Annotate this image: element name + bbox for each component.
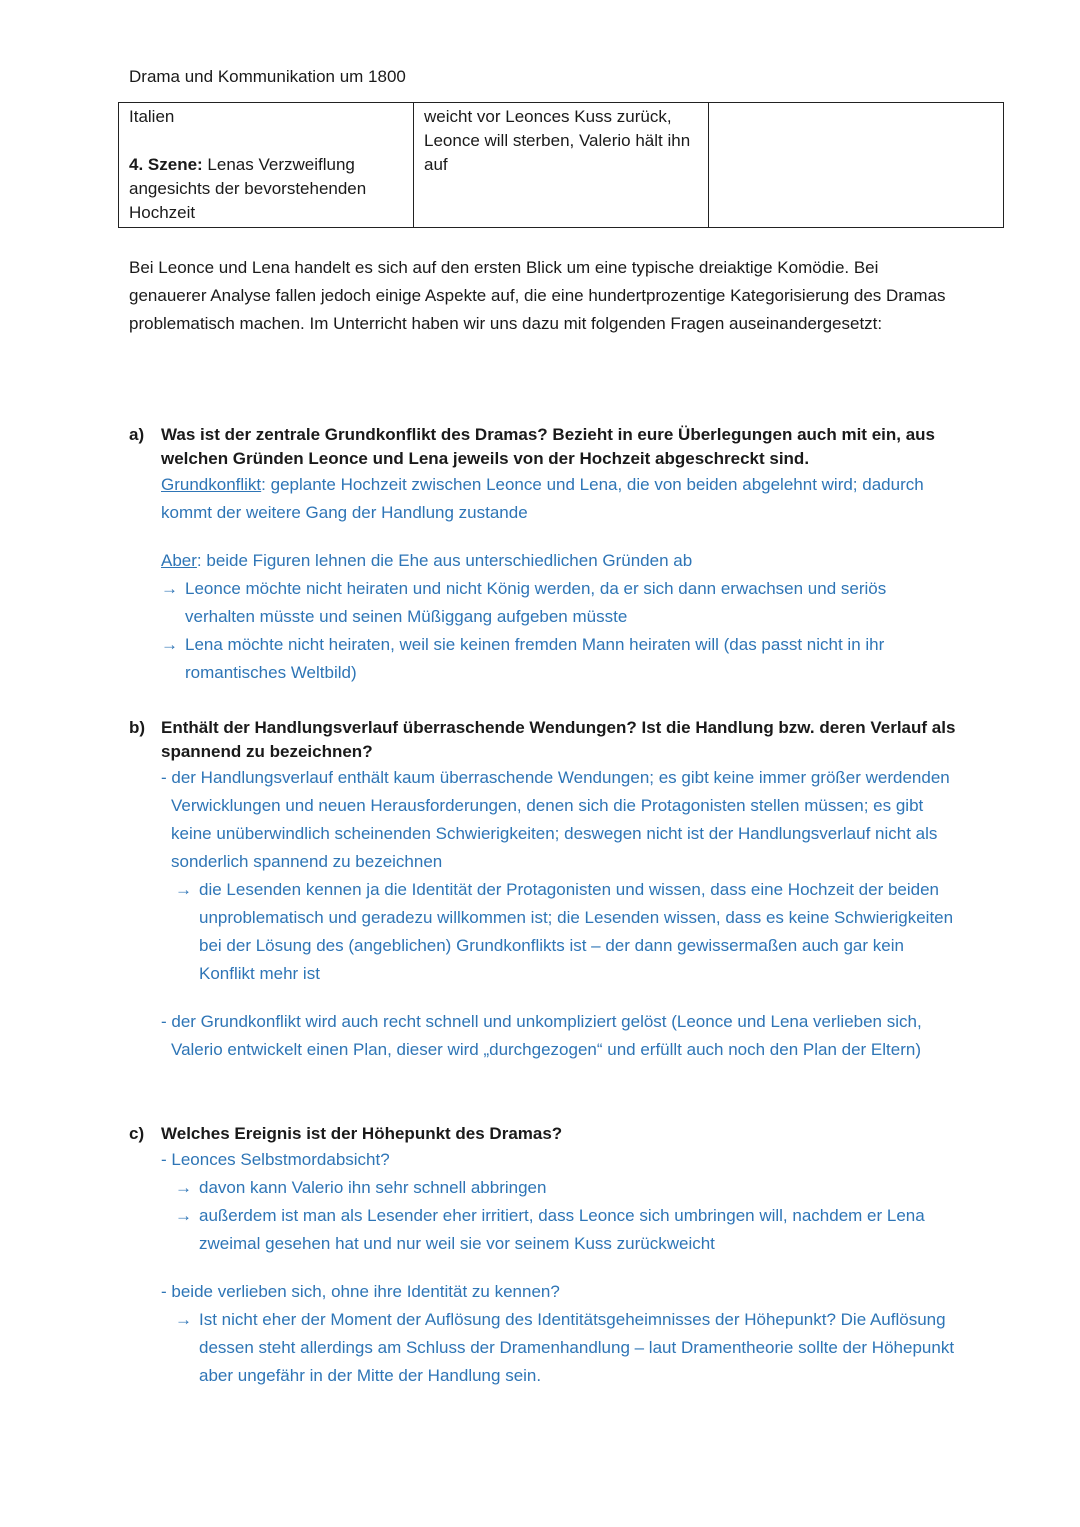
table-cell-empty <box>709 103 1004 228</box>
question-a <box>129 423 959 687</box>
arrow-item-text: außerdem ist man als Lesender eher irritiert, dass Leonce sich umbringen will, nachdem er Lena zweimal gesehen hat und nur weil sie vor seinem Kuss zurückweicht <box>199 1206 925 1253</box>
arrow-item <box>129 876 959 988</box>
answer-paragraph <box>129 547 959 575</box>
table-cell-scene-text <box>129 153 403 225</box>
arrow-icon: → <box>175 1178 192 1197</box>
arrow-item-text: Leonce möchte nicht heiraten und nicht König werden, da er sich dann erwachsen und seriös verhalten müsste und seinen Müßiggang aufgeben müsste <box>185 579 887 626</box>
scene-table <box>118 102 1004 228</box>
question-letter: b) <box>129 718 146 737</box>
answer-paragraph: - Leonces Selbstmordabsicht? <box>161 1150 390 1169</box>
table-cell-content: weicht vor Leonces Kuss zurück, Leonce will sterben, Valerio hält ihn auf <box>414 103 709 228</box>
question-c <box>129 1122 959 1390</box>
scene-label: 4. Szene: <box>129 155 203 174</box>
arrow-icon: → <box>175 880 192 899</box>
arrow-item <box>129 575 959 631</box>
answer-label: Aber <box>161 551 197 570</box>
answer-text: : geplante Hochzeit zwischen Leonce und Lena, die von beiden abgelehnt wird; dadurch kommt der weitere Gang der Handlung zustande <box>161 475 924 522</box>
arrow-item-text: Lena möchte nicht heiraten, weil sie keinen fremden Mann heiraten will (das passt nicht in ihr romantisches Weltbild) <box>185 635 885 682</box>
table-cell-line: Italien <box>129 107 175 126</box>
answer-paragraph: - der Handlungsverlauf enthält kaum überraschende Wendungen; es gibt keine immer größer werdenden Verwicklungen und neuen Herausforderungen, denen sich die Protagonisten stellen müssen; es gibt keine unüberwindlich scheinenden Schwierigkeiten; deswegen nicht ist der Handlungsverlauf nicht als sonderlich spannend zu bezeichnen <box>161 768 950 871</box>
table-cell-scene <box>119 103 414 228</box>
scene-description: Lenas Verzweiflung angesichts der bevorstehenden Hochzeit <box>129 155 367 222</box>
arrow-item-text: davon kann Valerio ihn sehr schnell abbringen <box>199 1178 547 1197</box>
answer-paragraph: - der Grundkonflikt wird auch recht schnell und unkompliziert gelöst (Leonce und Lena verlieben sich, Valerio entwickelt einen Plan, dieser wird „durchgezogen“ und erfüllt auch noch den Plan der Eltern) <box>161 1012 922 1059</box>
question-letter: c) <box>129 1124 145 1143</box>
arrow-icon: → <box>175 1206 192 1225</box>
answer-text: : beide Figuren lehnen die Ehe aus unterschiedlichen Gründen ab <box>196 551 693 570</box>
question-b <box>129 716 959 1064</box>
arrow-item <box>129 1174 959 1202</box>
question-text: Enthält der Handlungsverlauf überraschende Wendungen? Ist die Handlung bzw. deren Verlauf als spannend zu bezeichnen? <box>161 718 956 761</box>
arrow-icon: → <box>161 635 178 654</box>
answer-label: Grundkonflikt <box>161 475 262 494</box>
arrow-item-text: Ist nicht eher der Moment der Auflösung des Identitätsgeheimnisses der Höhepunkt? Die Auflösung dessen steht allerdings am Schluss der Dramenhandlung – laut Dramentheorie sollte der Höhepunkt aber ungefähr in der Mitte der Handlung sein. <box>199 1310 955 1385</box>
arrow-icon: → <box>175 1310 192 1329</box>
arrow-item <box>129 631 959 687</box>
answer-paragraph <box>129 471 959 527</box>
answer-paragraph: - beide verlieben sich, ohne ihre Identität zu kennen? <box>161 1282 560 1301</box>
arrow-item <box>129 1306 959 1390</box>
arrow-item-text: die Lesenden kennen ja die Identität der Protagonisten und wissen, dass eine Hochzeit der beiden unproblematisch und geradezu willkommen ist; die Lesenden wissen, dass es keine Schwierigkeiten bei der Lösung des (angeblichen) Grundkonflikts ist – der dann gewissermaßen auch gar kein Konflikt mehr ist <box>199 880 954 983</box>
arrow-item <box>129 1202 959 1258</box>
question-text: Welches Ereignis ist der Höhepunkt des Dramas? <box>161 1124 563 1143</box>
arrow-icon: → <box>161 579 178 598</box>
question-text: Was ist der zentrale Grundkonflikt des Dramas? Bezieht in eure Überlegungen auch mit ein, aus welchen Gründen Leonce und Lena jeweils von der Hochzeit abgeschreckt sind. <box>161 425 935 468</box>
question-letter: a) <box>129 425 145 444</box>
intro-paragraph: Bei Leonce und Lena handelt es sich auf den ersten Blick um eine typische dreiaktige Komödie. Bei genauerer Analyse fallen jedoch einige Aspekte auf, die eine hundertprozentige Kategorisierung des Dramas problematisch machen. Im Unterricht haben wir uns dazu mit folgenden Fragen auseinandergesetzt: <box>129 258 946 333</box>
page-header: Drama und Kommunikation um 1800 <box>129 67 406 86</box>
